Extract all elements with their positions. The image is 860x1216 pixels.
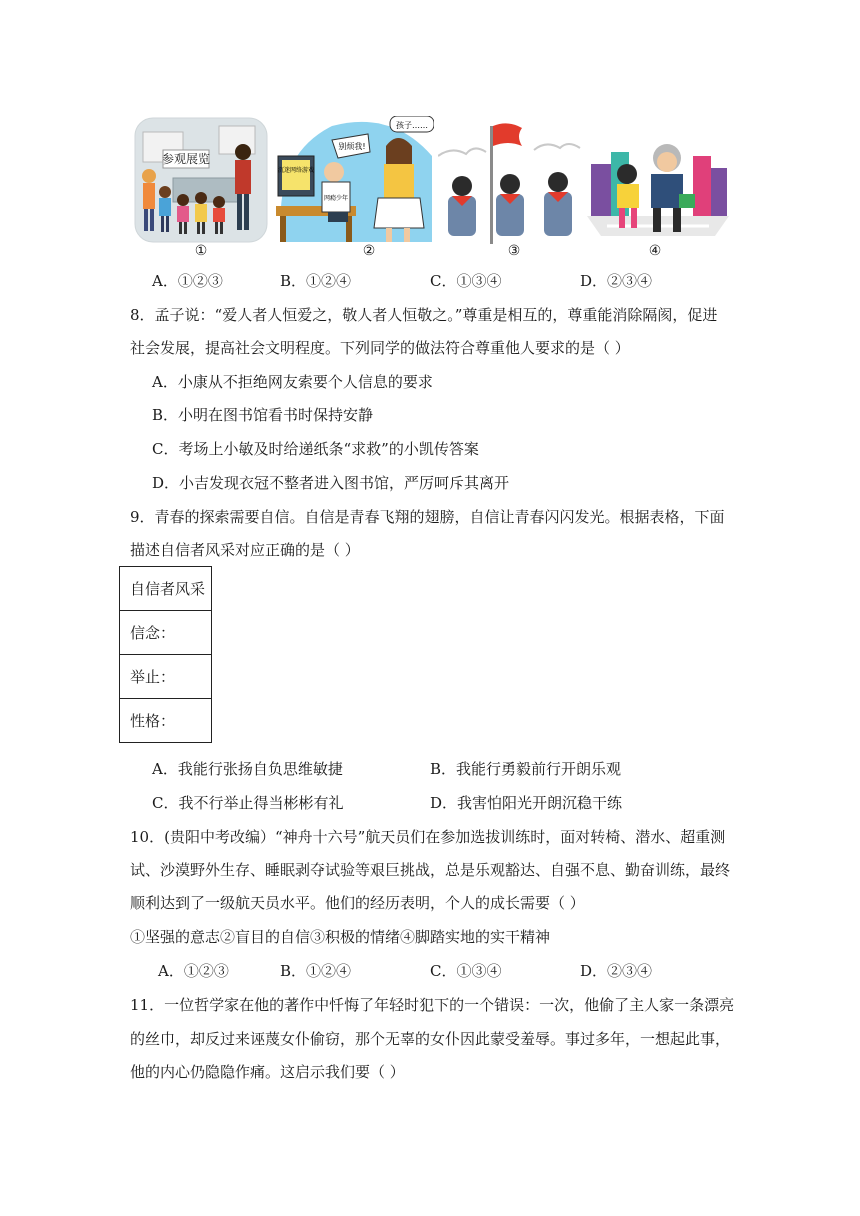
q8-option-c[interactable]: C．考场上小敏及时给递纸条“求救”的小凯传答案 [152, 440, 479, 458]
picture-flag-salute [438, 116, 584, 244]
picture-label-3: ③ [507, 243, 521, 259]
q7-option-a[interactable]: A．①②③ [152, 272, 223, 290]
table-cell-header: 自信者风采 [120, 567, 212, 611]
q9-stem-line-2: 描述自信者风采对应正确的是（ ） [130, 541, 360, 559]
q9-option-d[interactable]: D．我害怕阳光开朗沉稳干练 [430, 794, 623, 812]
q8-option-a[interactable]: A．小康从不拒绝网友索要个人信息的要求 [152, 373, 433, 391]
q7-option-b[interactable]: B．①②④ [280, 272, 352, 290]
speech-bubble-son: 别烦我! [338, 142, 366, 151]
q10-stem-line-2: 试、沙漠野外生存、睡眠剥夺试验等艰巨挑战，总是乐观豁达、自强不息、勤奋训练，最终 [130, 861, 731, 879]
q10-option-b[interactable]: B．①②④ [280, 962, 352, 980]
picture-helping-elderly [587, 116, 729, 244]
q10-stem-line-1: 10．(贵阳中考改编）“神舟十六号”航天员们在参加选拔训练时，面对转椅、潜水、超重测 [130, 828, 726, 846]
screen-text: 沉迷网络游戏 [277, 167, 315, 174]
picture-label-1: ① [194, 243, 208, 259]
table-cell-belief: 信念： [120, 611, 212, 655]
speech-bubble-mother: 孩子…… [396, 121, 428, 130]
q10-items: ①坚强的意志②盲目的自信③积极的情绪④脚踏实地的实干精神 [130, 928, 551, 946]
q10-option-c[interactable]: C．①③④ [430, 962, 502, 980]
q9-option-c[interactable]: C．我不行举止得当彬彬有礼 [152, 794, 344, 812]
shirt-text: 网瘾少年 [323, 195, 349, 202]
q9-option-b[interactable]: B．我能行勇毅前行开朗乐观 [430, 760, 622, 778]
picture-label-4: ④ [648, 243, 662, 259]
q8-stem-line-1: 8．孟子说：“爱人者人恒爱之，敬人者人恒敬之。”尊重是相互的，尊重能消除隔阂，促进 [130, 306, 718, 324]
table-cell-character: 性格： [120, 699, 212, 743]
q9-option-a[interactable]: A．我能行张扬自负思维敏捷 [152, 760, 343, 778]
q7-option-d[interactable]: D．②③④ [580, 272, 653, 290]
q11-stem-line-2: 的丝巾，却反过来诬蔑女仆偷窃，那个无辜的女仆因此蒙受羞辱。事过多年，一想起此事， [130, 1030, 731, 1048]
picture-label-2: ② [362, 243, 376, 259]
q11-stem-line-1: 11．一位哲学家在他的著作中忏悔了年轻时犯下的一个错误：一次，他偷了主人家一条漂亮 [130, 996, 735, 1014]
confidence-table [119, 566, 212, 743]
q8-stem-line-2: 社会发展，提高社会文明程度。下列同学的做法符合尊重他人要求的是（ ） [130, 339, 630, 357]
q10-stem-line-3: 顺利达到了一级航天员水平。他们的经历表明，个人的成长需要（ ） [130, 894, 585, 912]
exhibition-sign: 参观展览 [161, 152, 211, 166]
q10-option-d[interactable]: D．②③④ [580, 962, 653, 980]
q9-stem-line-1: 9．青春的探索需要自信。自信是青春飞翔的翅膀，自信让青春闪闪发光。根据表格，下面 [130, 508, 725, 526]
picture-exhibition [133, 116, 269, 244]
q10-option-a[interactable]: A．①②③ [158, 962, 229, 980]
table-cell-manner: 举止： [120, 655, 212, 699]
q8-option-d[interactable]: D．小吉发现衣冠不整者进入图书馆，严厉呵斥其离开 [152, 474, 510, 492]
picture-internet-addiction [272, 116, 434, 244]
q11-stem-line-3: 他的内心仍隐隐作痛。这启示我们要（ ） [130, 1063, 405, 1081]
q7-option-c[interactable]: C．①③④ [430, 272, 502, 290]
q8-option-b[interactable]: B．小明在图书馆看书时保持安静 [152, 406, 374, 424]
